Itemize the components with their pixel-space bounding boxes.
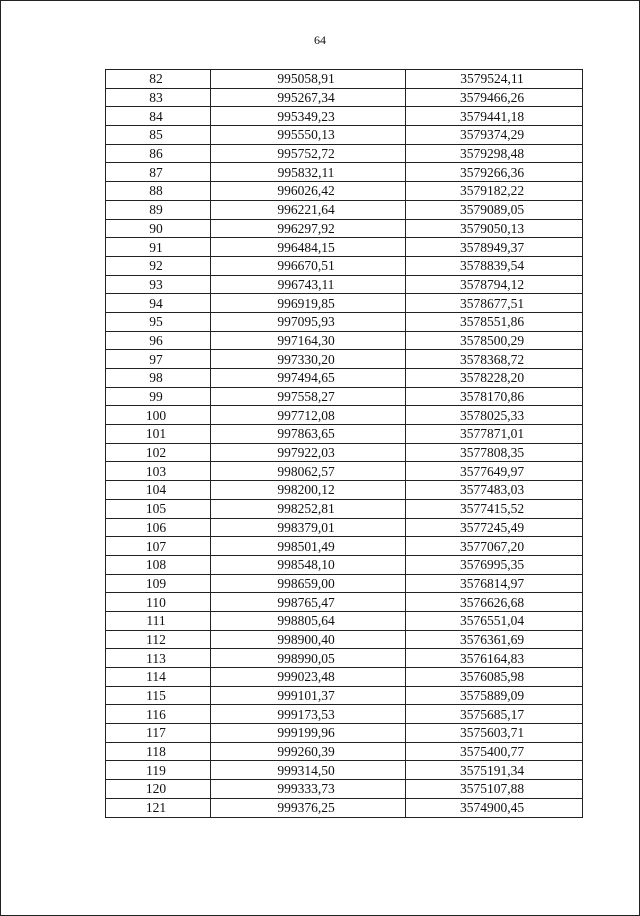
x-coordinate-cell: 999173,53 [211,705,406,724]
y-coordinate-cell: 3575107,88 [406,780,583,799]
x-coordinate-cell: 998548,10 [211,555,406,574]
table-row [106,574,583,593]
x-coordinate-cell: 995752,72 [211,144,406,163]
point-number-cell: 100 [106,406,211,425]
x-coordinate-cell: 998501,49 [211,537,406,556]
table-row [106,761,583,780]
y-coordinate-cell: 3578170,86 [406,387,583,406]
point-number-cell: 94 [106,294,211,313]
y-coordinate-cell: 3579182,22 [406,182,583,201]
point-number-cell: 99 [106,387,211,406]
y-coordinate-cell: 3575603,71 [406,724,583,743]
x-coordinate-cell: 998252,81 [211,499,406,518]
point-number-cell: 121 [106,798,211,817]
y-coordinate-cell: 3578368,72 [406,350,583,369]
point-number-cell: 105 [106,499,211,518]
x-coordinate-cell: 997330,20 [211,350,406,369]
table-row [106,481,583,500]
table-row [106,406,583,425]
table-row [106,88,583,107]
y-coordinate-cell: 3579050,13 [406,219,583,238]
table-row [106,462,583,481]
point-number-cell: 97 [106,350,211,369]
x-coordinate-cell: 997095,93 [211,312,406,331]
point-number-cell: 98 [106,369,211,388]
point-number-cell: 113 [106,649,211,668]
x-coordinate-cell: 996484,15 [211,238,406,257]
y-coordinate-cell: 3576626,68 [406,593,583,612]
y-coordinate-cell: 3579298,48 [406,144,583,163]
point-number-cell: 85 [106,126,211,145]
x-coordinate-cell: 996026,42 [211,182,406,201]
y-coordinate-cell: 3579266,36 [406,163,583,182]
table-row [106,742,583,761]
table-row [106,369,583,388]
y-coordinate-cell: 3577415,52 [406,499,583,518]
y-coordinate-cell: 3576085,98 [406,668,583,687]
table-row [106,200,583,219]
y-coordinate-cell: 3576814,97 [406,574,583,593]
x-coordinate-cell: 998765,47 [211,593,406,612]
x-coordinate-cell: 996221,64 [211,200,406,219]
table-row [106,443,583,462]
point-number-cell: 114 [106,668,211,687]
table-row [106,555,583,574]
y-coordinate-cell: 3579466,26 [406,88,583,107]
table-row [106,611,583,630]
point-number-cell: 119 [106,761,211,780]
point-number-cell: 93 [106,275,211,294]
table-row [106,331,583,350]
table-row [106,686,583,705]
y-coordinate-cell: 3577483,03 [406,481,583,500]
table-row [106,163,583,182]
table-row [106,312,583,331]
point-number-cell: 120 [106,780,211,799]
x-coordinate-cell: 999260,39 [211,742,406,761]
table-row [106,387,583,406]
y-coordinate-cell: 3578228,20 [406,369,583,388]
x-coordinate-cell: 997863,65 [211,425,406,444]
x-coordinate-cell: 995550,13 [211,126,406,145]
y-coordinate-cell: 3578794,12 [406,275,583,294]
point-number-cell: 117 [106,724,211,743]
point-number-cell: 92 [106,256,211,275]
table-row [106,294,583,313]
point-number-cell: 116 [106,705,211,724]
table-row [106,126,583,145]
y-coordinate-cell: 3575889,09 [406,686,583,705]
y-coordinate-cell: 3579441,18 [406,107,583,126]
page-number: 64 [314,33,326,47]
x-coordinate-cell: 996743,11 [211,275,406,294]
x-coordinate-cell: 999314,50 [211,761,406,780]
x-coordinate-cell: 998659,00 [211,574,406,593]
y-coordinate-cell: 3579374,29 [406,126,583,145]
point-number-cell: 89 [106,200,211,219]
table-row [106,256,583,275]
point-number-cell: 104 [106,481,211,500]
x-coordinate-cell: 996670,51 [211,256,406,275]
table-row [106,798,583,817]
coordinates-table [105,69,583,818]
x-coordinate-cell: 999199,96 [211,724,406,743]
point-number-cell: 111 [106,611,211,630]
x-coordinate-cell: 995267,34 [211,88,406,107]
point-number-cell: 110 [106,593,211,612]
point-number-cell: 88 [106,182,211,201]
x-coordinate-cell: 998900,40 [211,630,406,649]
y-coordinate-cell: 3576995,35 [406,555,583,574]
table-row [106,425,583,444]
y-coordinate-cell: 3577808,35 [406,443,583,462]
x-coordinate-cell: 997164,30 [211,331,406,350]
x-coordinate-cell: 995058,91 [211,70,406,89]
x-coordinate-cell: 999023,48 [211,668,406,687]
point-number-cell: 112 [106,630,211,649]
table-row [106,593,583,612]
table-row [106,499,583,518]
y-coordinate-cell: 3579089,05 [406,200,583,219]
y-coordinate-cell: 3579524,11 [406,70,583,89]
y-coordinate-cell: 3578949,37 [406,238,583,257]
x-coordinate-cell: 996919,85 [211,294,406,313]
y-coordinate-cell: 3576164,83 [406,649,583,668]
table-row [106,219,583,238]
table-row [106,70,583,89]
point-number-cell: 118 [106,742,211,761]
x-coordinate-cell: 997558,27 [211,387,406,406]
point-number-cell: 96 [106,331,211,350]
y-coordinate-cell: 3574900,45 [406,798,583,817]
x-coordinate-cell: 999333,73 [211,780,406,799]
y-coordinate-cell: 3578025,33 [406,406,583,425]
point-number-cell: 109 [106,574,211,593]
x-coordinate-cell: 999101,37 [211,686,406,705]
point-number-cell: 106 [106,518,211,537]
x-coordinate-cell: 997922,03 [211,443,406,462]
point-number-cell: 90 [106,219,211,238]
point-number-cell: 107 [106,537,211,556]
y-coordinate-cell: 3575685,17 [406,705,583,724]
x-coordinate-cell: 995349,23 [211,107,406,126]
y-coordinate-cell: 3578677,51 [406,294,583,313]
point-number-cell: 115 [106,686,211,705]
point-number-cell: 82 [106,70,211,89]
y-coordinate-cell: 3577245,49 [406,518,583,537]
x-coordinate-cell: 998062,57 [211,462,406,481]
y-coordinate-cell: 3577067,20 [406,537,583,556]
point-number-cell: 103 [106,462,211,481]
point-number-cell: 91 [106,238,211,257]
point-number-cell: 108 [106,555,211,574]
x-coordinate-cell: 996297,92 [211,219,406,238]
y-coordinate-cell: 3576551,04 [406,611,583,630]
table-row [106,144,583,163]
table-row [106,537,583,556]
point-number-cell: 102 [106,443,211,462]
table-row [106,705,583,724]
y-coordinate-cell: 3578551,86 [406,312,583,331]
x-coordinate-cell: 998379,01 [211,518,406,537]
point-number-cell: 84 [106,107,211,126]
x-coordinate-cell: 998990,05 [211,649,406,668]
x-coordinate-cell: 999376,25 [211,798,406,817]
y-coordinate-cell: 3577871,01 [406,425,583,444]
table-row [106,275,583,294]
y-coordinate-cell: 3577649,97 [406,462,583,481]
table-row [106,780,583,799]
y-coordinate-cell: 3578839,54 [406,256,583,275]
table-row [106,182,583,201]
x-coordinate-cell: 998200,12 [211,481,406,500]
coordinates-table-body [106,70,583,818]
point-number-cell: 101 [106,425,211,444]
table-row [106,350,583,369]
table-row [106,724,583,743]
table-row [106,630,583,649]
x-coordinate-cell: 998805,64 [211,611,406,630]
y-coordinate-cell: 3575191,34 [406,761,583,780]
x-coordinate-cell: 997494,65 [211,369,406,388]
table-row [106,668,583,687]
table-row [106,649,583,668]
point-number-cell: 95 [106,312,211,331]
point-number-cell: 86 [106,144,211,163]
table-row [106,238,583,257]
x-coordinate-cell: 997712,08 [211,406,406,425]
table-row [106,107,583,126]
y-coordinate-cell: 3576361,69 [406,630,583,649]
x-coordinate-cell: 995832,11 [211,163,406,182]
table-row [106,518,583,537]
y-coordinate-cell: 3578500,29 [406,331,583,350]
y-coordinate-cell: 3575400,77 [406,742,583,761]
point-number-cell: 87 [106,163,211,182]
point-number-cell: 83 [106,88,211,107]
